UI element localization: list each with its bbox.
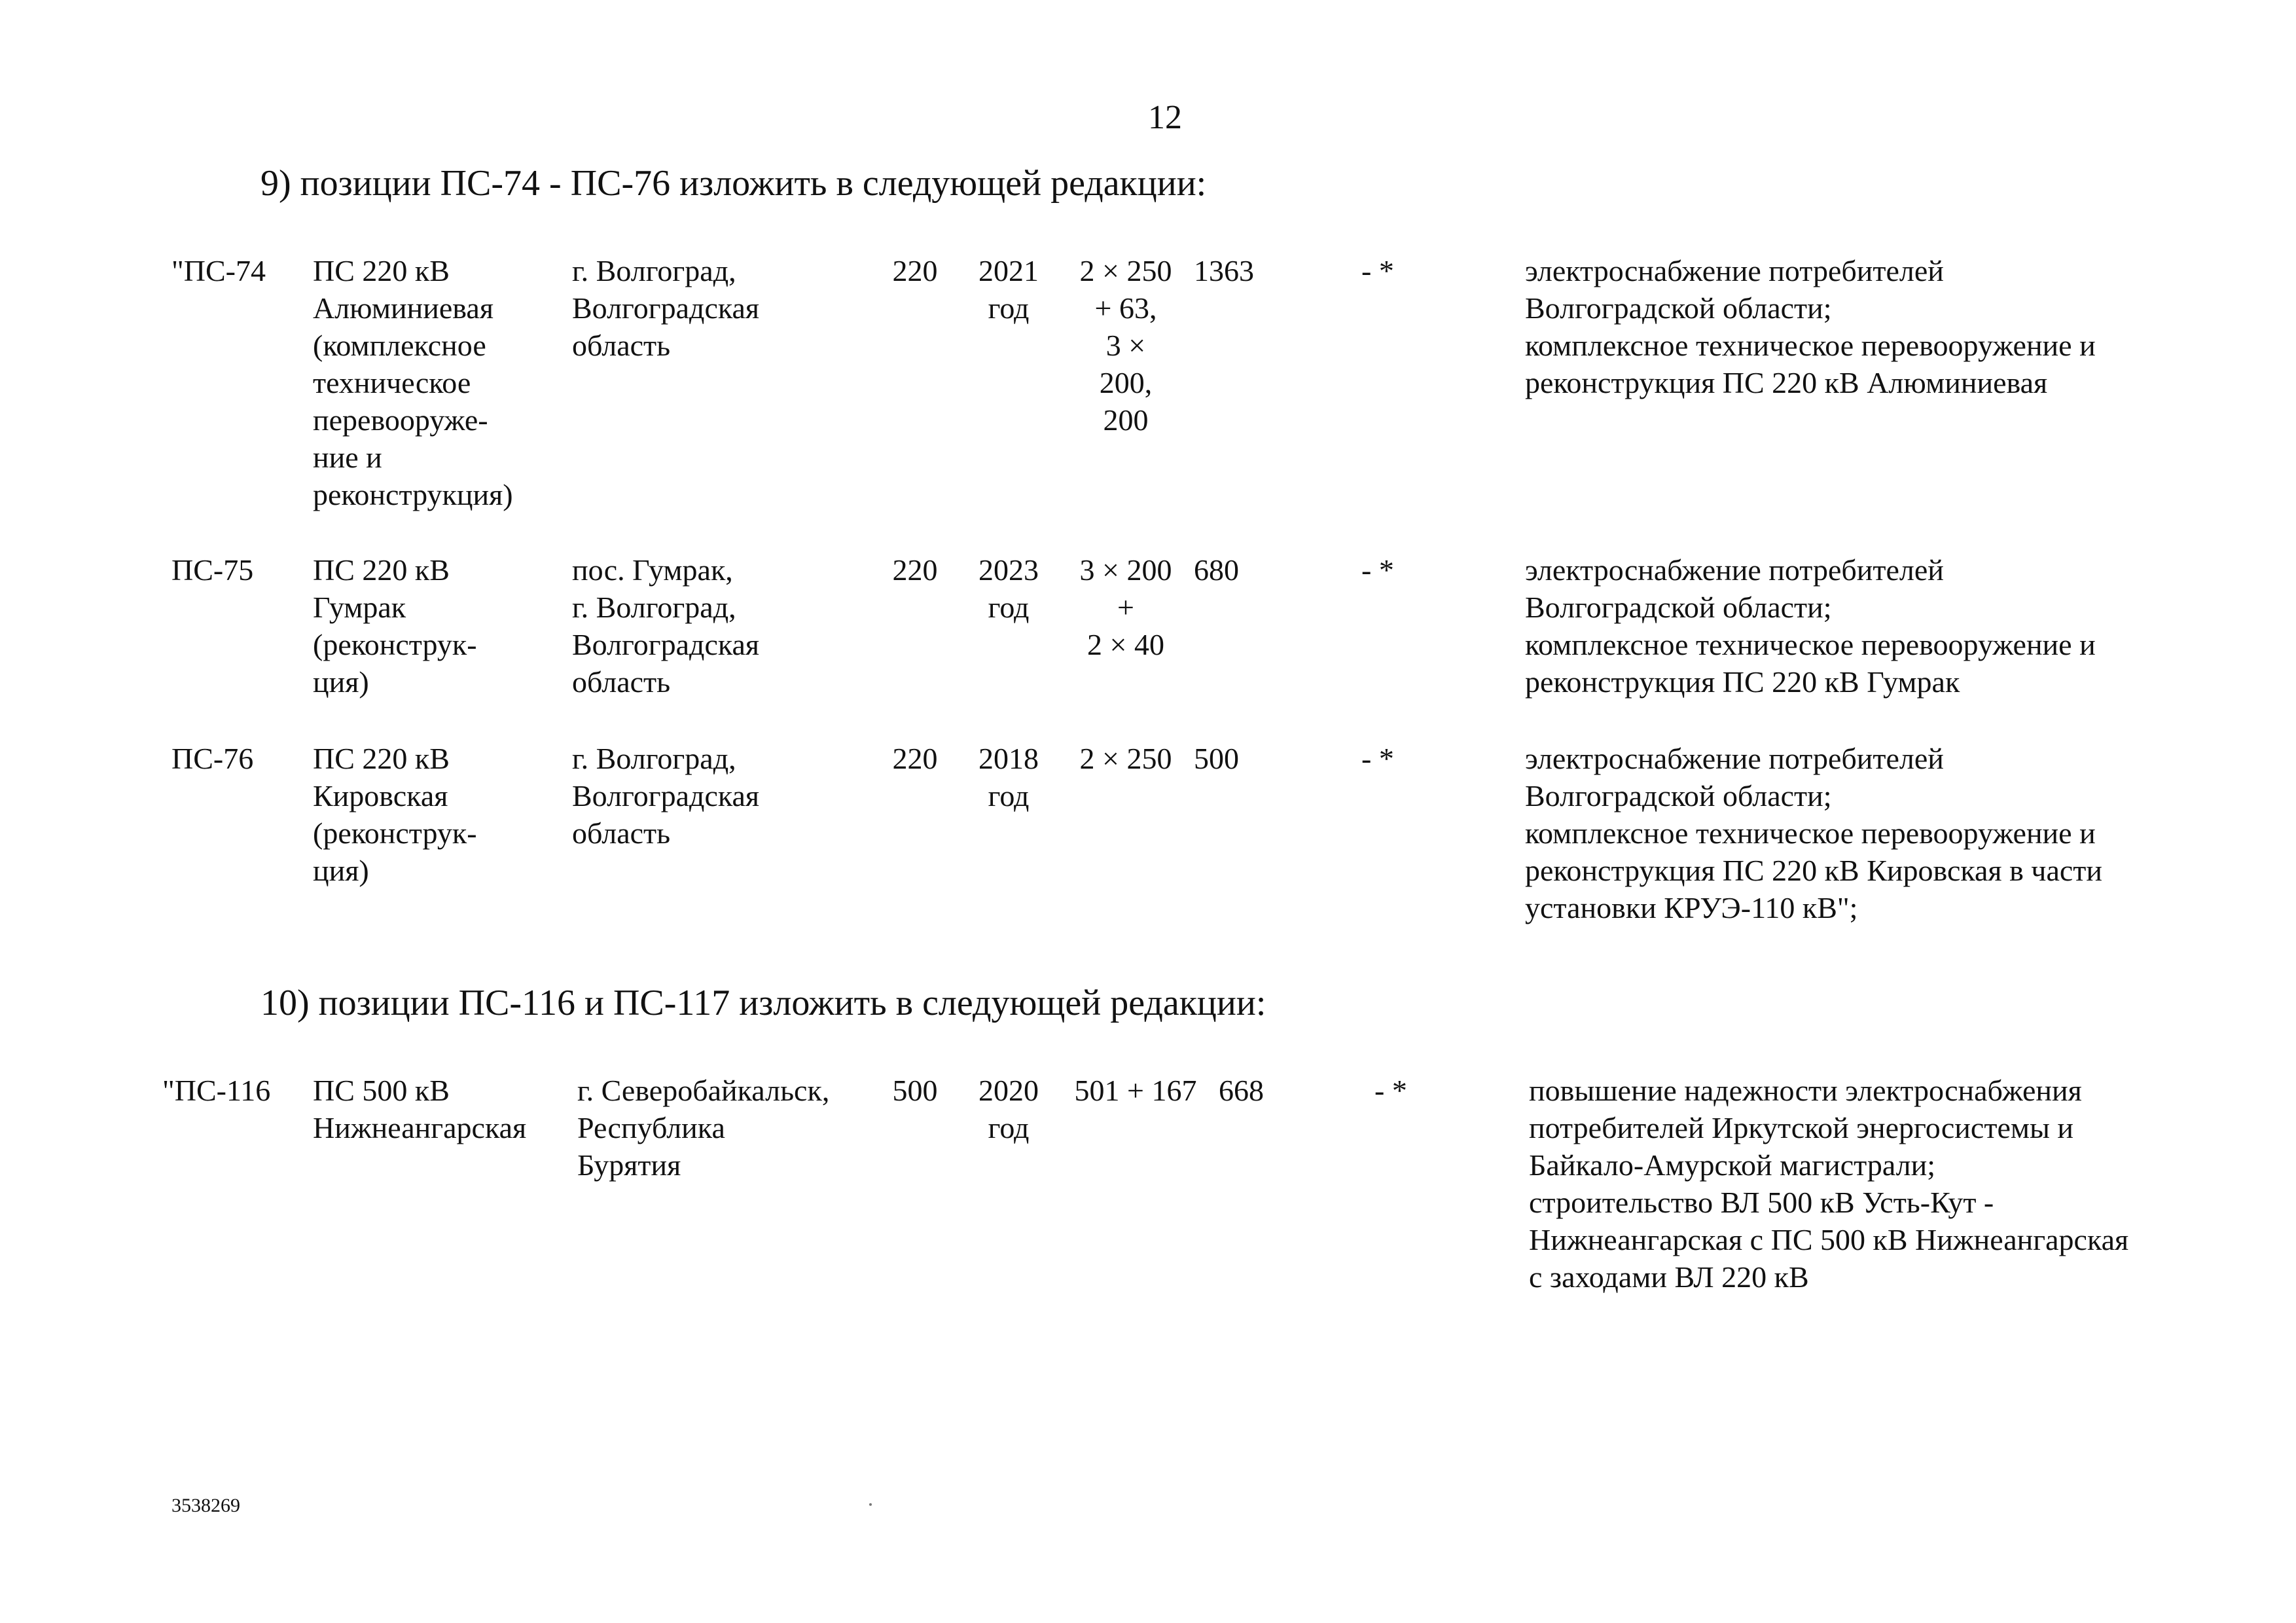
- row-year: 2023 год: [978, 553, 1039, 624]
- row-cost: 1363: [1194, 254, 1254, 287]
- row-voltage: 500: [892, 1074, 938, 1107]
- row-name: ПС 220 кВ Алюминиевая (комплексное техническое перевооруже- ние и реконструкция): [313, 254, 513, 511]
- row-cost: 668: [1219, 1074, 1264, 1107]
- row-purpose: электроснабжение потребителей Волгоградской области; комплексное техническое перевооружение и реконструкция ПС 220 кВ Гумрак: [1525, 553, 2096, 699]
- row-location: г. Волгоград, Волгоградская область: [572, 254, 760, 362]
- row-mark: - *: [1361, 553, 1394, 587]
- row-mark: - *: [1374, 1074, 1407, 1107]
- row-name: ПС 220 кВ Гумрак (реконструк- ция): [313, 553, 477, 699]
- section-heading-10: 10) позиции ПС-116 и ПС-117 изложить в следующей редакции:: [260, 983, 1266, 1023]
- scan-speck: [869, 1503, 872, 1506]
- row-power: 3 × 200 + 2 × 40: [1079, 553, 1172, 661]
- row-cost: 500: [1194, 742, 1239, 775]
- row-purpose: повышение надежности электроснабжения потребителей Иркутской энергосистемы и Байкало-Амурской магистрали; строительство ВЛ 500 кВ Усть-Кут - Нижнеангарская с ПС 500 кВ Нижнеангарская с заходами ВЛ 220 кВ: [1529, 1074, 2129, 1294]
- row-power: 501 + 167: [1074, 1074, 1197, 1107]
- section-heading-9: 9) позиции ПС-74 - ПС-76 изложить в следующей редакции:: [260, 163, 1207, 204]
- row-cost: 680: [1194, 553, 1239, 587]
- row-voltage: 220: [892, 742, 938, 775]
- row-power: 2 × 250: [1079, 742, 1172, 775]
- row-voltage: 220: [892, 254, 938, 287]
- row-mark: - *: [1361, 254, 1394, 287]
- row-name: ПС 500 кВ Нижнеангарская: [313, 1074, 527, 1144]
- row-power: 2 × 250 + 63, 3 × 200, 200: [1079, 254, 1172, 437]
- row-code: ПС-76: [171, 742, 254, 775]
- row-mark: - *: [1361, 742, 1394, 775]
- row-code: "ПС-116: [162, 1074, 271, 1107]
- row-purpose: электроснабжение потребителей Волгоградской области; комплексное техническое перевооружение и реконструкция ПС 220 кВ Кировская в части установки КРУЭ-110 кВ";: [1525, 742, 2102, 924]
- row-year: 2021 год: [978, 254, 1039, 325]
- row-year: 2020 год: [978, 1074, 1039, 1144]
- row-location: г. Волгоград, Волгоградская область: [572, 742, 760, 850]
- row-name: ПС 220 кВ Кировская (реконструк- ция): [313, 742, 477, 887]
- row-year: 2018 год: [978, 742, 1039, 812]
- row-location: пос. Гумрак, г. Волгоград, Волгоградская область: [572, 553, 760, 699]
- row-code: ПС-75: [171, 553, 254, 587]
- document-id: 3538269: [171, 1495, 240, 1516]
- row-code: "ПС-74: [171, 254, 266, 287]
- page-number: 12: [1148, 99, 1182, 136]
- row-location: г. Северобайкальск, Республика Бурятия: [577, 1074, 830, 1182]
- row-voltage: 220: [892, 553, 938, 587]
- row-purpose: электроснабжение потребителей Волгоградской области; комплексное техническое перевооружение и реконструкция ПС 220 кВ Алюминиевая: [1525, 254, 2096, 399]
